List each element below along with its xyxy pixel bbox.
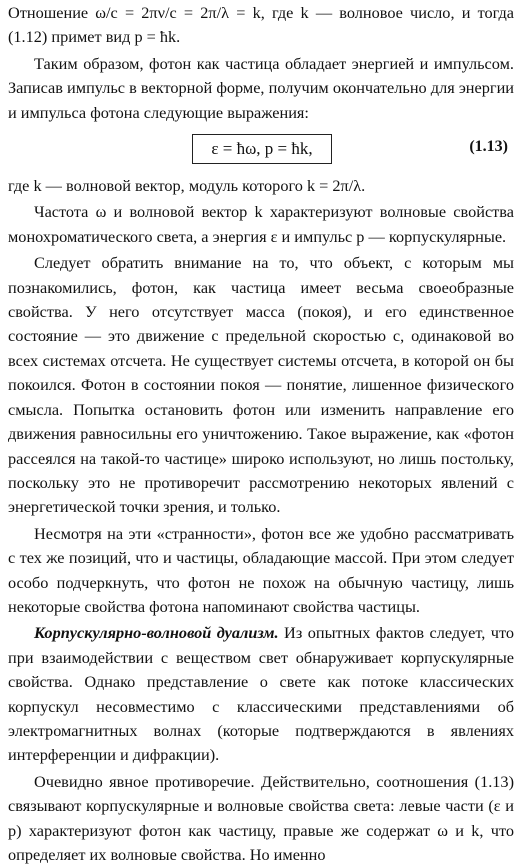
paragraph-2: Таким образом, фотон как частица обладает энергией и импульсом. Записав импульс в векторной форме, получим окончательно для энергии и импульса фотона следующие выражения:	[8, 53, 514, 122]
paragraph-7-text: Из опытных фактов следует, что при взаимодействии с веществом свет обнаруживает корпускулярные свойства. Однако представление о свете как потоке классических корпускул несовместимо с классическими представлениями об электромагнитных волнах (которые подтверждаются в явлениях интерференции и дифракции).	[8, 623, 514, 765]
paragraph-7	[8, 621, 514, 767]
paragraph-3: где k — волновой вектор, модуль которого k = 2π/λ.	[8, 176, 366, 196]
paragraph-6: Несмотря на эти «странности», фотон все же удобно рассматривать с тех же позиций, что и частицы, обладающие массой. При этом следует особо подчеркнуть, что фотон не похож на обычную частицу, лишь некоторые свойства фотона напоминают свойства частицы.	[8, 523, 514, 616]
equation-number: (1.13)	[469, 138, 508, 156]
paragraph-5: Следует обратить внимание на то, что объект, с которым мы познакомились, фотон, как частица имеет весьма своеобразные свойства. У него отсутствует масса (покоя), и его единственное состояние — это движение с предельной скоростью c, одинаковой во всех системах отсчета. Не существует системы отсчета, в которой он бы покоился. Фотон в состоянии покоя — понятие, лишенное физического смысла. Попытка остановить фотон или изменить направление его движения равносильны его уничтожению. Такое выражение, как «фотон рассеялся на такой-то частице» широко используют, но лишь постольку, поскольку это не противоречит рассмотрению некоторых явлений с энергетической точки зрения, и только.	[8, 253, 514, 517]
paragraph-8: Очевидно явное противоречие. Действительно, соотношения (1.13) связывают корпускулярные и волновые свойства света: левые части (ε и p) характеризуют фотон как частицу, правые же содержат ω и k, что определяет их волновые свойства. Но именно	[8, 771, 514, 864]
term-heading: Корпускулярно-волновой дуализм.	[34, 623, 279, 643]
boxed-formula: ε = ħω, p = ħk,	[192, 134, 332, 164]
page	[8, 0, 514, 867]
paragraph-4: Частота ω и волновой вектор k характеризуют волновые свойства монохроматического света, а энергия ε и импульс p — корпускулярные.	[8, 202, 514, 246]
paragraph-1: Отношение ω/c = 2πν/c = 2π/λ = k, где k — волновое число, и тогда (1.12) примет вид p = ħk.	[8, 3, 514, 47]
formula-row	[8, 128, 514, 172]
